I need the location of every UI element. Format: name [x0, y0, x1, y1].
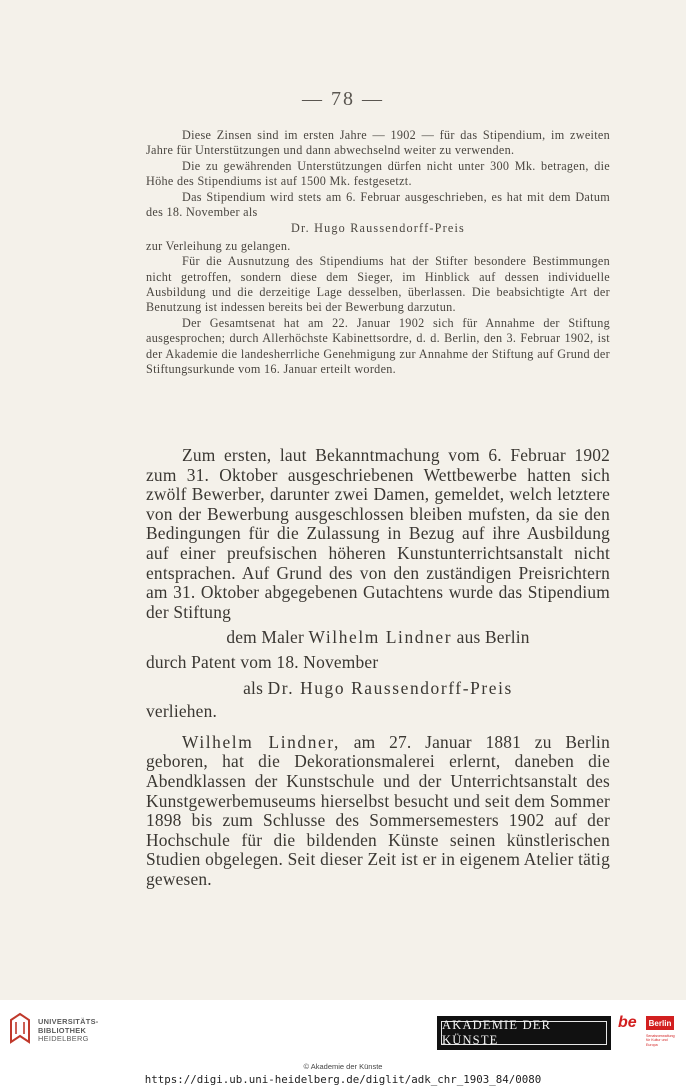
ub-line-2: BIBLIOTHEK	[38, 1025, 87, 1035]
footer	[0, 1000, 686, 1091]
copyright-notice: © Akademie der Künste	[303, 1062, 383, 1071]
ub-heidelberg-label[interactable]	[38, 1018, 99, 1044]
be-berlin-logo[interactable]	[618, 1014, 676, 1050]
be-berlin-subtitle: Senatsverwaltung für Kultur und Europa	[646, 1034, 675, 1047]
akademie-der-kuenste-logo[interactable]	[437, 1016, 611, 1050]
line-maler-pre: dem Maler	[226, 627, 304, 648]
akademie-label: AKADEMIE DER KÜNSTE	[441, 1021, 607, 1045]
small-text-block	[146, 128, 610, 378]
line-maler-post: aus Berlin	[456, 627, 530, 648]
small-paragraph-verleihung: zur Verleihung zu gelangen.	[146, 238, 291, 253]
footer-logo-band	[0, 1000, 686, 1070]
ub-heidelberg-logo-icon[interactable]	[8, 1012, 32, 1046]
small-paragraph-gesamtsenat: Der Gesamtsenat hat am 22. Januar 1902 sich für Annahme der Stiftung ausgesprochen; durch Allerhöchste Kabinettsordre, d. d. Berlin, den 3. Februar 1902, ist der Akademie die landesherrliche Genehmigung zur Annahme der Stiftung auf Grund der Stiftungsurkunde vom 16. Januar erteilt worden.	[146, 315, 610, 377]
lindner-bio: am 27. Januar 1881 zu Berlin geboren, hat die Dekorationsmalerei erlernt, daneben die Abendklassen der Kunstschule und der Unterrichtsanstalt des Kunstgewerbemuseums hierselbst besucht und seit dem Sommer 1898 bis zum Schlusse des Sommersemesters 1902 auf der Hochschule für die bildenden Künste seinen künstlerischen Studien obgelegen. Seit dieser Zeit ist er in eigenem Atelier tätig gewesen.	[146, 731, 610, 889]
ub-line-1: UNIVERSITÄTS-	[38, 1017, 99, 1026]
prize-name: Dr. Hugo Raussendorff-Preis	[267, 677, 513, 698]
small-paragraph-unterstuetzungen: Die zu gewährenden Unterstützungen dürfen nicht unter 300 Mk. betragen, die Höhe des Stipendiums ist auf 1500 Mk. festgesetzt.	[146, 158, 610, 189]
line-maler	[146, 628, 610, 648]
source-url-link[interactable]: https://digi.ub.uni-heidelberg.de/diglit/adk_chr_1903_84/0080	[144, 1073, 542, 1086]
large-paragraph-lindner	[146, 733, 610, 890]
line-als: als	[243, 677, 264, 698]
lindner-name: Wilhelm Lindner,	[182, 731, 340, 752]
small-paragraph-ausnutzung: Für die Ausnutzung des Stipendiums hat der Stifter besondere Bestimmungen nicht getroffen, sondern diese dem Sieger, im Hinblick auf dessen individuelle Ausbildung und die derzeitige Lage desselben, überlassen. Die beabsichtigte Art der Benutzung ist indessen bereits bei der Bewerbung darzutun.	[146, 254, 610, 315]
small-paragraph-zinsen: Diese Zinsen sind im ersten Jahre — 1902 — für das Stipendium, im zweiten Jahre für Unterstützungen und dann abwechselnd weiter zu verwenden.	[146, 128, 610, 158]
be-berlin-box: Berlin	[646, 1016, 674, 1030]
small-prize-title: Dr. Hugo Raussendorff-Preis	[290, 221, 465, 236]
painter-name: Wilhelm Lindner	[308, 627, 453, 648]
be-berlin-be: be	[618, 1014, 637, 1031]
line-verliehen: verliehen.	[146, 701, 218, 722]
ub-line-3: HEIDELBERG	[38, 1034, 89, 1044]
large-paragraph-wettbewerb: Zum ersten, laut Bekanntmachung vom 6. Februar 1902 zum 31. Oktober ausgeschriebenen Wettbewerbe hatten sich zwölf Bewerber, darunter zwei Damen, gemeldet, welch letztere von der Bewerbung ausgeschlossen bleiben mufsten, da sie den Bedingungen für die Zulassung in Bezug auf ihre Ausbildung auf einer preufsischen höheren Kunstunterrichtsanstalt nicht entsprachen. Auf Grund des von den zuständigen Preisrichtern am 31. Oktober abgegebenen Gutachtens wurde das Stipendium der Stiftung	[146, 445, 610, 622]
line-patent: durch Patent vom 18. November	[146, 651, 379, 672]
large-text-block	[146, 446, 610, 889]
small-paragraph-stipendium: Das Stipendium wird stets am 6. Februar ausgeschrieben, es hat mit dem Datum des 18. November als	[146, 189, 610, 220]
line-prize	[146, 679, 610, 699]
page-number: — 78 —	[302, 88, 384, 110]
